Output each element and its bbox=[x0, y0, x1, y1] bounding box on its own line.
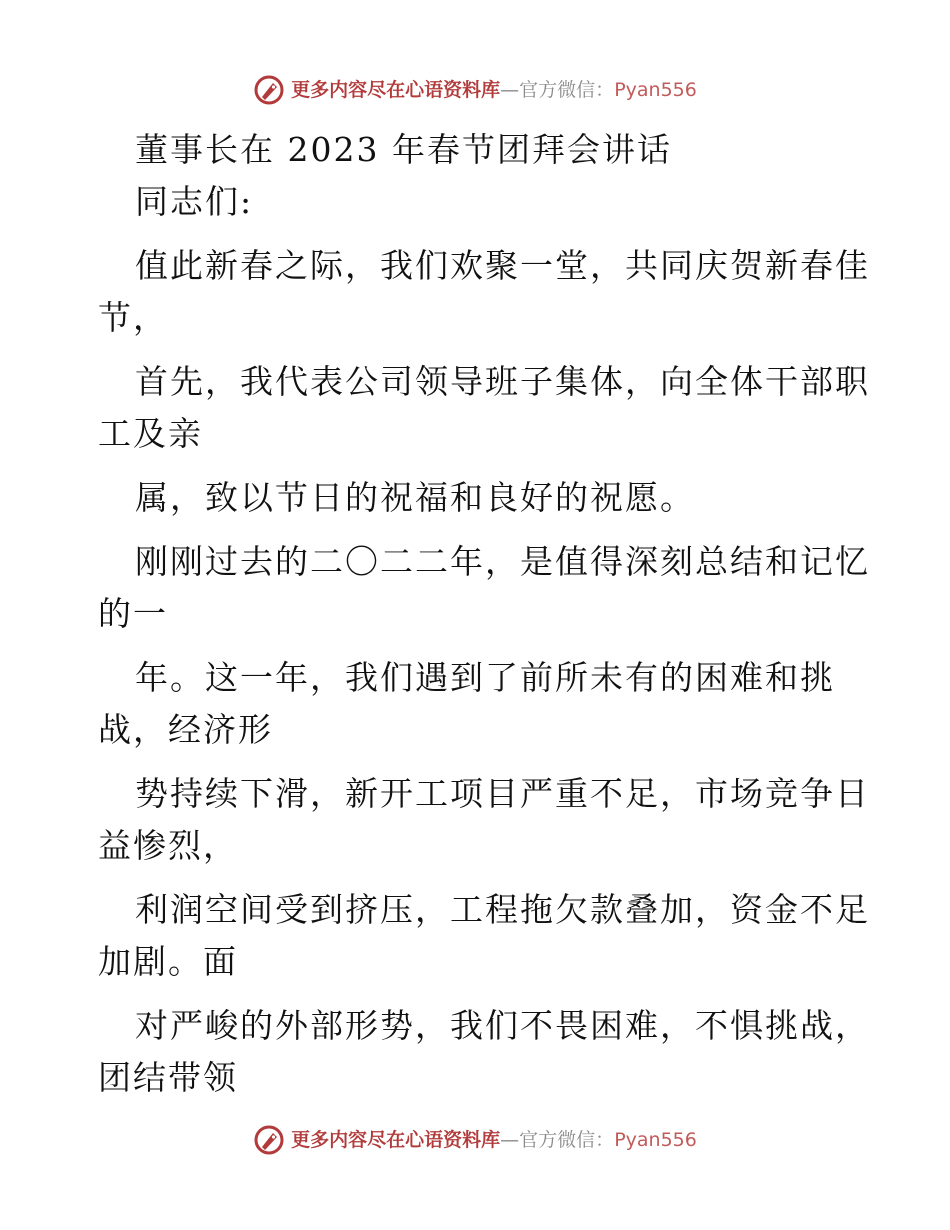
document-line: 战，经济形 bbox=[98, 710, 273, 749]
document-line: 势持续下滑，新开工项目严重不足，市场竞争日 bbox=[135, 774, 870, 813]
document-salutation: 同志们: bbox=[135, 182, 254, 221]
header-banner-text bbox=[291, 78, 697, 101]
footer-wechat-id: Pyan556 bbox=[614, 1128, 697, 1151]
document-line: 值此新春之际，我们欢聚一堂，共同庆贺新春佳 bbox=[135, 246, 870, 285]
footer-separator: — bbox=[500, 1128, 520, 1151]
pen-nib-logo-icon bbox=[253, 1124, 285, 1156]
document-line: 属，致以节日的祝福和良好的祝愿。 bbox=[135, 478, 695, 517]
document-line: 的一 bbox=[98, 594, 168, 633]
document-line: 刚刚过去的二〇二二年，是值得深刻总结和记忆 bbox=[135, 542, 870, 581]
footer-wechat-label: 官方微信： bbox=[519, 1128, 615, 1151]
document-line: 首先，我代表公司领导班子集体，向全体干部职 bbox=[135, 362, 870, 401]
header-wechat-id: Pyan556 bbox=[614, 78, 697, 101]
footer-banner-text bbox=[291, 1128, 697, 1151]
header-site-text: 更多内容尽在心语资料库 bbox=[291, 78, 501, 101]
header-banner bbox=[0, 70, 950, 110]
document-line: 对严峻的外部形势，我们不畏困难，不惧挑战， bbox=[135, 1006, 870, 1045]
document-line: 益惨烈， bbox=[98, 826, 238, 865]
document-line: 团结带领 bbox=[98, 1058, 238, 1097]
header-wechat-label: 官方微信： bbox=[519, 78, 615, 101]
footer-site-text: 更多内容尽在心语资料库 bbox=[291, 1128, 501, 1151]
footer-banner bbox=[0, 1120, 950, 1160]
document-line: 节， bbox=[98, 298, 168, 337]
pen-nib-logo-icon bbox=[253, 74, 285, 106]
document-title: 董事长在 2023 年春节团拜会讲话 bbox=[135, 130, 672, 169]
document-line: 加剧。面 bbox=[98, 942, 238, 981]
header-separator: — bbox=[500, 78, 520, 101]
document-line: 利润空间受到挤压，工程拖欠款叠加，资金不足 bbox=[135, 890, 870, 929]
document-body bbox=[98, 124, 870, 1104]
document-line: 年。这一年，我们遇到了前所未有的困难和挑 bbox=[135, 658, 835, 697]
document-line: 工及亲 bbox=[98, 414, 203, 453]
